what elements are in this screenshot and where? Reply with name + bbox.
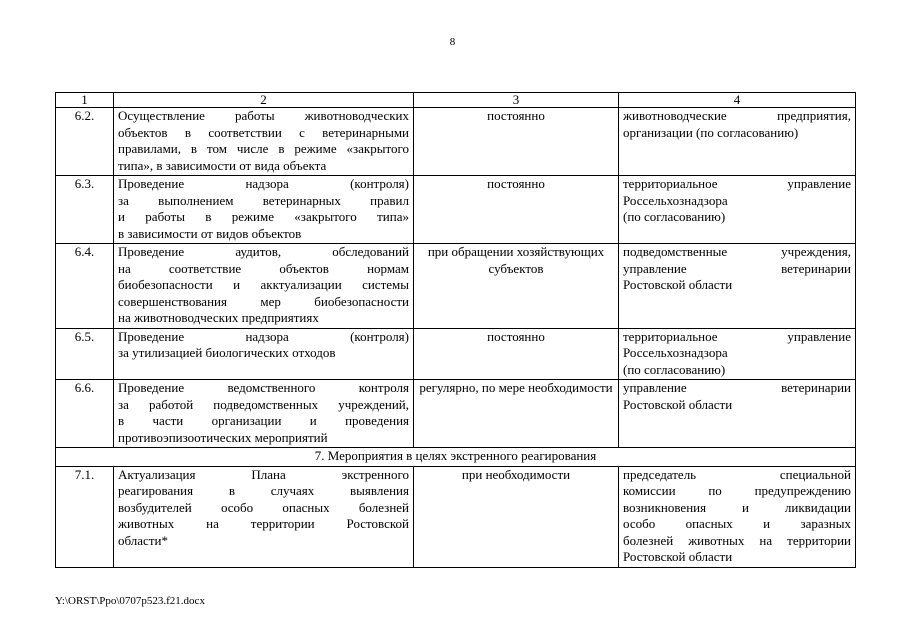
cell-line: Осуществление работы животноводческих	[118, 108, 409, 123]
term-cell: постоянно	[414, 176, 619, 244]
cell-line: биобезопасности и акктуализации системы	[118, 277, 409, 292]
term-cell: постоянно	[414, 108, 619, 176]
cell-line: Проведение надзора (контроля)	[118, 328, 409, 344]
cell-line: животноводческие предприятия,	[623, 108, 851, 123]
cell-line: объектов в соответствии с ветеринарными	[118, 124, 409, 140]
item-number-cell: 6.6.	[56, 380, 114, 448]
cell-line: Россельхознадзора	[623, 345, 728, 360]
term-cell: при обращении хозяйствующих субъектов	[414, 244, 619, 329]
cell-line: возбудителей особо опасных болезней	[118, 499, 409, 515]
cell-line: Ростовской области	[623, 396, 733, 412]
executor-cell	[619, 108, 856, 176]
item-number-cell: 6.5.	[56, 328, 114, 380]
cell-line: на соответствие объектов нормам	[118, 260, 409, 276]
table-body	[56, 108, 856, 568]
cell-line: правилами, в том числе в режиме «закрытого	[118, 141, 409, 156]
cell-line: особо опасных и заразных	[623, 516, 851, 531]
cell-line: в зависимости от видов объектов	[118, 225, 302, 241]
cell-line: (по согласованию)	[623, 361, 726, 377]
action-cell	[114, 328, 414, 380]
table-row	[56, 108, 856, 176]
cell-line: Ростовской области	[623, 277, 733, 292]
column-header: 1	[56, 93, 114, 108]
executor-cell	[619, 244, 856, 329]
action-cell	[114, 466, 414, 567]
action-cell	[114, 244, 414, 329]
executor-cell	[619, 176, 856, 244]
cell-line: и работы в режиме «закрытого типа»	[118, 209, 409, 224]
cell-line: Ростовской области	[623, 549, 733, 564]
cell-line: управление ветеринарии	[623, 380, 851, 395]
table-row	[56, 380, 856, 448]
cell-line: реагирования в случаях выявления	[118, 483, 409, 498]
table-header-row	[56, 93, 856, 108]
column-header: 3	[414, 93, 619, 108]
cell-line: подведомственные учреждения,	[623, 244, 851, 259]
footer-file-path: Y:\ORST\Ppo\0707p523.f21.docx	[55, 595, 205, 607]
term-cell: постоянно	[414, 328, 619, 380]
section-heading-row	[56, 448, 856, 467]
table-row	[56, 328, 856, 380]
table-row	[56, 466, 856, 567]
table-row	[56, 244, 856, 329]
executor-cell	[619, 466, 856, 567]
item-number-cell: 6.4.	[56, 244, 114, 329]
column-header: 2	[114, 93, 414, 108]
item-number-cell: 6.3.	[56, 176, 114, 244]
term-cell: регулярно, по мере необходимости	[414, 380, 619, 448]
cell-line: животных на территории Ростовской	[118, 516, 409, 531]
item-number-cell: 6.2.	[56, 108, 114, 176]
cell-line: Актуализация Плана экстренного	[118, 466, 409, 482]
cell-line: территориальное управление	[623, 328, 851, 344]
executor-cell	[619, 328, 856, 380]
section-heading: 7. Мероприятия в целях экстренного реагирования	[56, 448, 856, 467]
cell-line: Россельхознадзора	[623, 192, 728, 208]
item-number-cell: 7.1.	[56, 466, 114, 567]
cell-line: Проведение аудитов, обследований	[118, 244, 409, 259]
action-cell	[114, 380, 414, 448]
cell-line: председатель специальной	[623, 466, 851, 482]
cell-line: территориальное управление	[623, 176, 851, 191]
cell-line: области*	[118, 532, 168, 548]
cell-line: болезней животных на территории	[623, 532, 851, 548]
cell-line: возникновения и ликвидации	[623, 499, 851, 515]
cell-line: Проведение ведомственного контроля	[118, 380, 409, 395]
cell-line: организации (по согласованию)	[623, 124, 799, 140]
cell-line: типа», в зависимости от вида объекта	[118, 157, 327, 173]
cell-line: за утилизацией биологических отходов	[118, 345, 336, 360]
action-cell	[114, 108, 414, 176]
measures-table	[55, 92, 856, 568]
cell-line: противоэпизоотических мероприятий	[118, 429, 328, 445]
cell-line: управление ветеринарии	[623, 260, 851, 276]
cell-line: за работой подведомственных учреждений,	[118, 396, 409, 412]
cell-line: (по согласованию)	[623, 209, 726, 224]
column-header: 4	[619, 93, 856, 108]
action-cell	[114, 176, 414, 244]
cell-line: за выполнением ветеринарных правил	[118, 192, 409, 208]
page-number: 8	[449, 36, 456, 48]
executor-cell	[619, 380, 856, 448]
cell-line: совершенствования мер биобезопасности	[118, 293, 409, 309]
cell-line: Проведение надзора (контроля)	[118, 176, 409, 191]
term-cell: при необходимости	[414, 466, 619, 567]
cell-line: комиссии по предупреждению	[623, 483, 851, 498]
table-row	[56, 176, 856, 244]
cell-line: в части организации и проведения	[118, 413, 409, 428]
cell-line: на животноводческих предприятиях	[118, 310, 319, 325]
